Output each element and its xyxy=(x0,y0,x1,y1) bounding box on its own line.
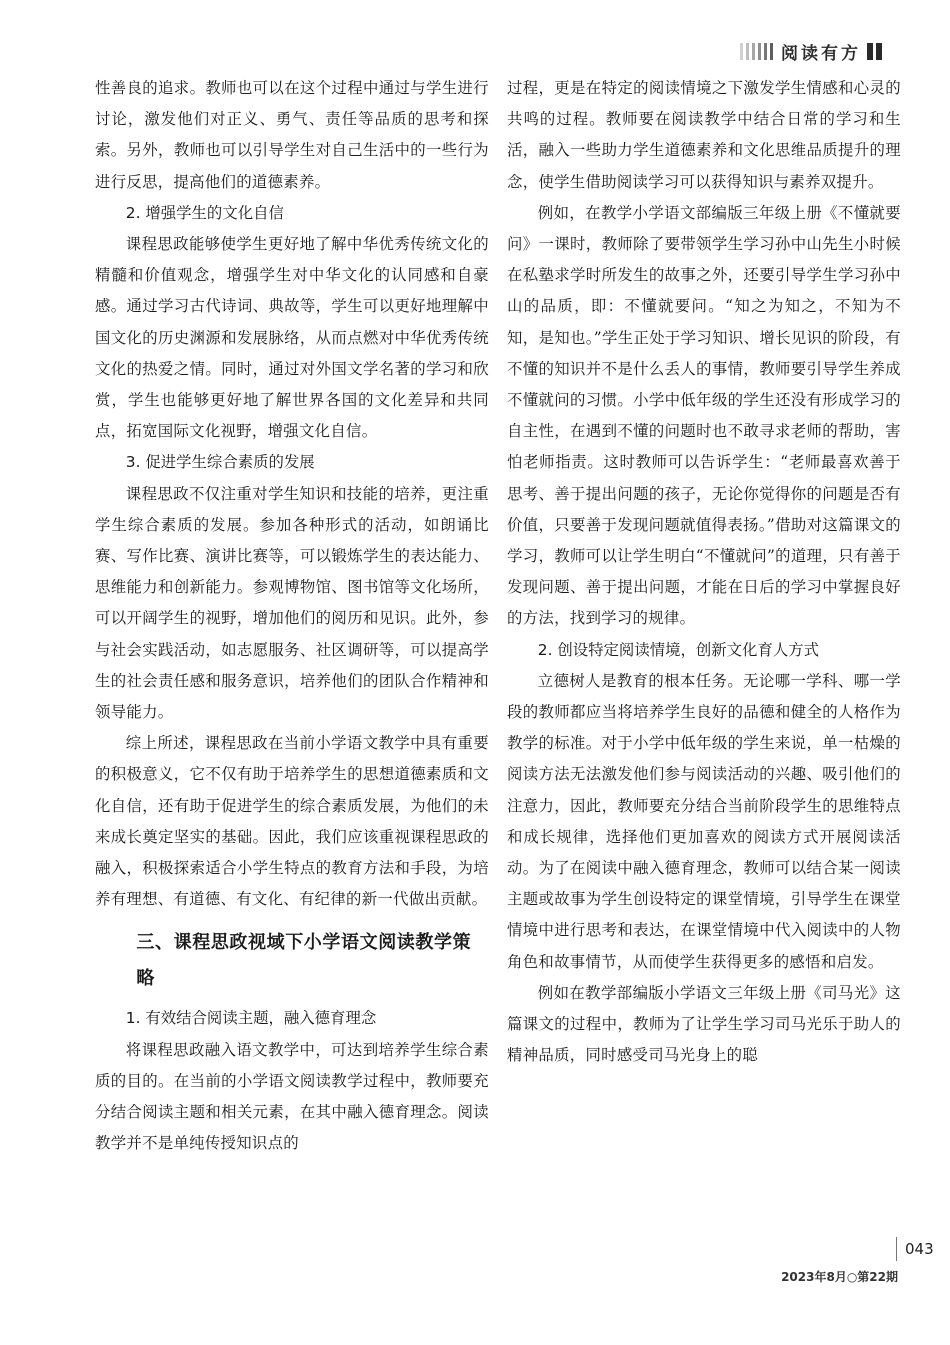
issue-info: 2023年8月○第22期 xyxy=(781,1270,898,1284)
paragraph: 将课程思政融入语文教学中，可达到培养学生综合素质的目的。在当前的小学语文阅读教学过程中，教师要充分结合阅读主题和相关元素，在其中融入德育理念。阅读教学并不是单纯传授知识点的 xyxy=(95,1040,489,1153)
subheading-reading-scene: 2. 创设特定阅读情境，创新文化育人方式 xyxy=(537,640,820,659)
paragraph: 例如，在教学小学语文部编版三年级上册《不懂就要问》一课时，教师除了要带领学生学习孙中山先生小时候在私塾求学时所发生的故事之外，还要引导学生学习孙中山的品质，即：不懂就要问。“知之为知之，不知为不知，是知也。”学生正处于学习知识、增长见识的阶段，有不懂的知识并不是什么丢人的事情，教师要引导学生养成不懂就问的习惯。小学中低年级的学生还没有形成学习的自主性，在遇到不懂的问题时也不敢寻求老师的帮助，害怕老师指责。这时教师可以告诉学生：“老师最喜欢善于思考、善于提出问题的孩子，无论你觉得你的问题是否有价值，只要善于发现问题就值得表扬。”借助对这篇课文的学习，教师可以让学生明白“不懂就问”的道理，只有善于发现问题、善于提出问题，才能在日后的学习中掌握良好的方法，找到学习的规律。 xyxy=(507,203,901,628)
header-bar-decoration xyxy=(867,43,882,60)
paragraph: 课程思政不仅注重对学生知识和技能的培养，更注重学生综合素质的发展。参加各种形式的活动，如朗诵比赛、写作比赛、演讲比赛等，可以锻炼学生的表达能力、思维能力和创新能力。参观博物馆、图书馆等文化场所，可以开阔学生的视野，增加他们的阅历和见识。此外，参与社会实践活动，如志愿服务、社区调研等，可以提高学生的社会责任感和服务意识，培养他们的团队合作精神和领导能力。 xyxy=(95,484,489,722)
subheading-cultural-confidence: 2. 增强学生的文化自信 xyxy=(125,203,284,222)
stripe xyxy=(764,43,767,60)
paragraph: 例如在教学部编版小学语文三年级上册《司马光》这篇课文的过程中，教师为了让学生学习司马光乐于助人的精神品质，同时感受司马光身上的聪 xyxy=(507,983,901,1065)
stripe xyxy=(746,43,749,60)
left-column xyxy=(95,73,489,1160)
stripe xyxy=(770,43,773,60)
stripe xyxy=(752,43,755,60)
paragraph: 性善良的追求。教师也可以在这个过程中通过与学生进行讨论，激发他们对正义、勇气、责任等品质的思考和探索。另外，教师也可以引导学生对自己生活中的一些行为进行反思，提高他们的道德素养。 xyxy=(95,79,489,191)
paragraph: 课程思政能够使学生更好地了解中华优秀传统文化的精髓和价值观念，增强学生对中华文化的认同感和自豪感。通过学习古代诗词、典故等，学生可以更好地理解中国文化的历史渊源和发展脉络，从而点燃对中华优秀传统文化的热爱之情。同时，通过对外国文学名著的学习和欣赏，学生也能够更好地了解世界各国的文化差异和共同点，拓宽国际文化视野，增强文化自信。 xyxy=(95,235,489,441)
header-stripe-decoration xyxy=(740,43,773,60)
stripe xyxy=(740,43,743,60)
paragraph: 过程，更是在特定的阅读情境之下激发学生情感和心灵的共鸣的过程。教师要在阅读教学中结合日常的学习和生活，融入一些助力学生道德素养和文化思维品质提升的理念，使学生借助阅读学习可以获得知识与素养双提升。 xyxy=(507,79,901,191)
subheading-comprehensive-quality: 3. 促进学生综合素质的发展 xyxy=(125,453,315,472)
bar xyxy=(876,43,882,60)
stripe xyxy=(758,43,761,60)
page-number: 043 xyxy=(896,1237,934,1261)
bar xyxy=(867,43,873,60)
paragraph: 立德树人是教育的根本任务。无论哪一学科、哪一学段的教师都应当将培养学生良好的品德和健全的人格作为教学的标准。对于小学中低年级的学生来说，单一枯燥的阅读方法无法激发他们参与阅读活动的兴趣、吸引他们的注意力，因此，教师要充分结合当前阶段学生的思维特点和成长规律，选择他们更加喜欢的阅读方式开展阅读活动。为了在阅读中融入德育理念，教师可以结合某一阅读主题或故事为学生创设特定的课堂情境，引导学生在课堂情境中进行思考和表达，在课堂情境中代入阅读中的人物角色和故事情节，从而使学生获得更多的感悟和启发。 xyxy=(507,671,901,971)
subheading-reading-theme: 1. 有效结合阅读主题，融入德育理念 xyxy=(125,1009,377,1028)
paragraph: 综上所述，课程思政在当前小学语文教学中具有重要的积极意义，它不仅有助于培养学生的思想道德素质和文化自信，还有助于促进学生的综合素质发展，为他们的未来成长奠定坚实的基础。因此，我们应该重视课程思政的融入，积极探索适合小学生特点的教育方法和手段，为培养有理想、有道德、有文化、有纪律的新一代做出贡献。 xyxy=(95,734,489,909)
right-column xyxy=(507,73,901,1072)
section-title: 阅读有方 xyxy=(781,43,861,64)
section-heading: 三、课程思政视域下小学语文阅读教学策略 xyxy=(136,932,472,990)
running-header xyxy=(740,40,882,62)
